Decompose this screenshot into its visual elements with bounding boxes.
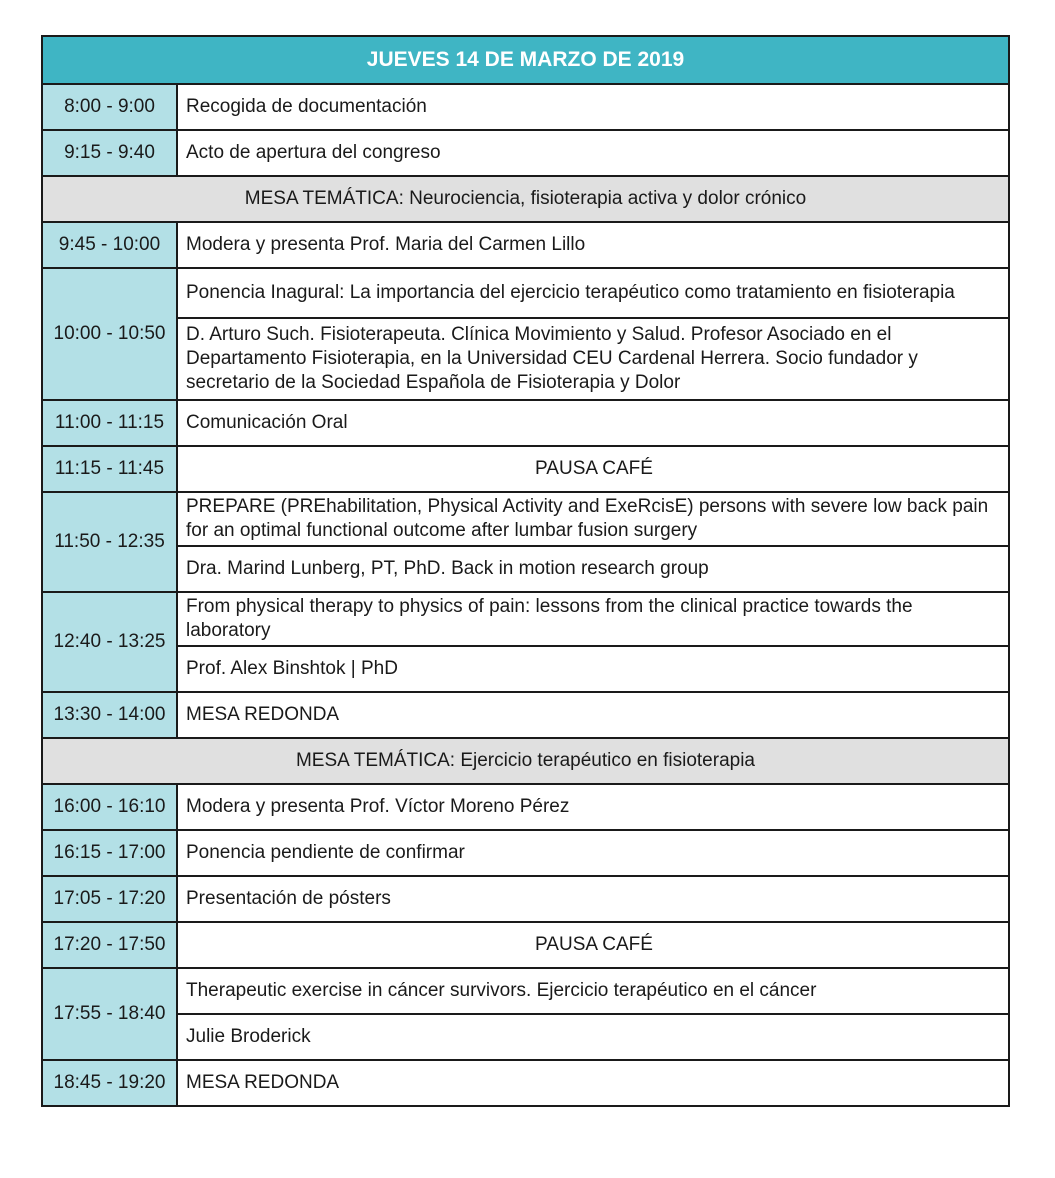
table-row — [42, 1014, 1009, 1060]
time-cell: 16:00 - 16:10 — [42, 784, 177, 830]
table-row — [42, 592, 1009, 646]
table-row — [42, 492, 1009, 546]
coffee-break: PAUSA CAFÉ — [177, 922, 1009, 968]
time-cell: 11:00 - 11:15 — [42, 400, 177, 446]
time-cell: 9:45 - 10:00 — [42, 222, 177, 268]
time-cell: 10:00 - 10:50 — [42, 268, 177, 400]
table-row — [42, 876, 1009, 922]
session-speaker: D. Arturo Such. Fisioterapeuta. Clínica Movimiento y Salud. Profesor Asociado en el Departamento Fisioterapia, en la Universidad CEU Cardenal Herrera. Socio fundador y secretario de la Sociedad Española de Fisioterapia y Dolor — [177, 318, 1009, 400]
session-text: Acto de apertura del congreso — [177, 130, 1009, 176]
table-row — [42, 692, 1009, 738]
time-cell: 8:00 - 9:00 — [42, 84, 177, 130]
table-row — [42, 646, 1009, 692]
schedule-table — [41, 35, 1010, 1107]
session-text: MESA REDONDA — [177, 1060, 1009, 1106]
time-cell: 9:15 - 9:40 — [42, 130, 177, 176]
table-row — [42, 922, 1009, 968]
session-text: Presentación de pósters — [177, 876, 1009, 922]
time-cell: 16:15 - 17:00 — [42, 830, 177, 876]
theme-row — [42, 738, 1009, 784]
table-row — [42, 446, 1009, 492]
time-cell: 17:20 - 17:50 — [42, 922, 177, 968]
theme-title: MESA TEMÁTICA: Ejercicio terapéutico en fisioterapia — [42, 738, 1009, 784]
time-cell: 17:05 - 17:20 — [42, 876, 177, 922]
session-text: Modera y presenta Prof. Víctor Moreno Pérez — [177, 784, 1009, 830]
table-row — [42, 268, 1009, 318]
session-text: Recogida de documentación — [177, 84, 1009, 130]
table-row — [42, 1060, 1009, 1106]
session-text: Ponencia pendiente de confirmar — [177, 830, 1009, 876]
session-text: Comunicación Oral — [177, 400, 1009, 446]
session-title: Therapeutic exercise in cáncer survivors. Ejercicio terapéutico en el cáncer — [177, 968, 1009, 1014]
session-title: PREPARE (PREhabilitation, Physical Activity and ExeRcisE) persons with severe low back pain for an optimal functional outcome after lumbar fusion surgery — [177, 492, 1009, 546]
session-title: Ponencia Inagural: La importancia del ejercicio terapéutico como tratamiento en fisioterapia — [177, 268, 1009, 318]
session-title: From physical therapy to physics of pain: lessons from the clinical practice towards the laboratory — [177, 592, 1009, 646]
session-text: MESA REDONDA — [177, 692, 1009, 738]
table-row — [42, 318, 1009, 400]
time-cell: 17:55 - 18:40 — [42, 968, 177, 1060]
table-row — [42, 84, 1009, 130]
header-row — [42, 36, 1009, 84]
time-cell: 11:50 - 12:35 — [42, 492, 177, 592]
theme-title: MESA TEMÁTICA: Neurociencia, fisioterapia activa y dolor crónico — [42, 176, 1009, 222]
table-row — [42, 222, 1009, 268]
theme-row — [42, 176, 1009, 222]
table-row — [42, 130, 1009, 176]
table-row — [42, 400, 1009, 446]
table-row — [42, 968, 1009, 1014]
page-title: JUEVES 14 DE MARZO DE 2019 — [42, 36, 1009, 84]
time-cell: 11:15 - 11:45 — [42, 446, 177, 492]
table-row — [42, 784, 1009, 830]
session-speaker: Dra. Marind Lunberg, PT, PhD. Back in motion research group — [177, 546, 1009, 592]
table-row — [42, 546, 1009, 592]
table-row — [42, 830, 1009, 876]
session-text: Modera y presenta Prof. Maria del Carmen Lillo — [177, 222, 1009, 268]
session-speaker: Prof. Alex Binshtok | PhD — [177, 646, 1009, 692]
time-cell: 18:45 - 19:20 — [42, 1060, 177, 1106]
time-cell: 12:40 - 13:25 — [42, 592, 177, 692]
coffee-break: PAUSA CAFÉ — [177, 446, 1009, 492]
time-cell: 13:30 - 14:00 — [42, 692, 177, 738]
session-speaker: Julie Broderick — [177, 1014, 1009, 1060]
